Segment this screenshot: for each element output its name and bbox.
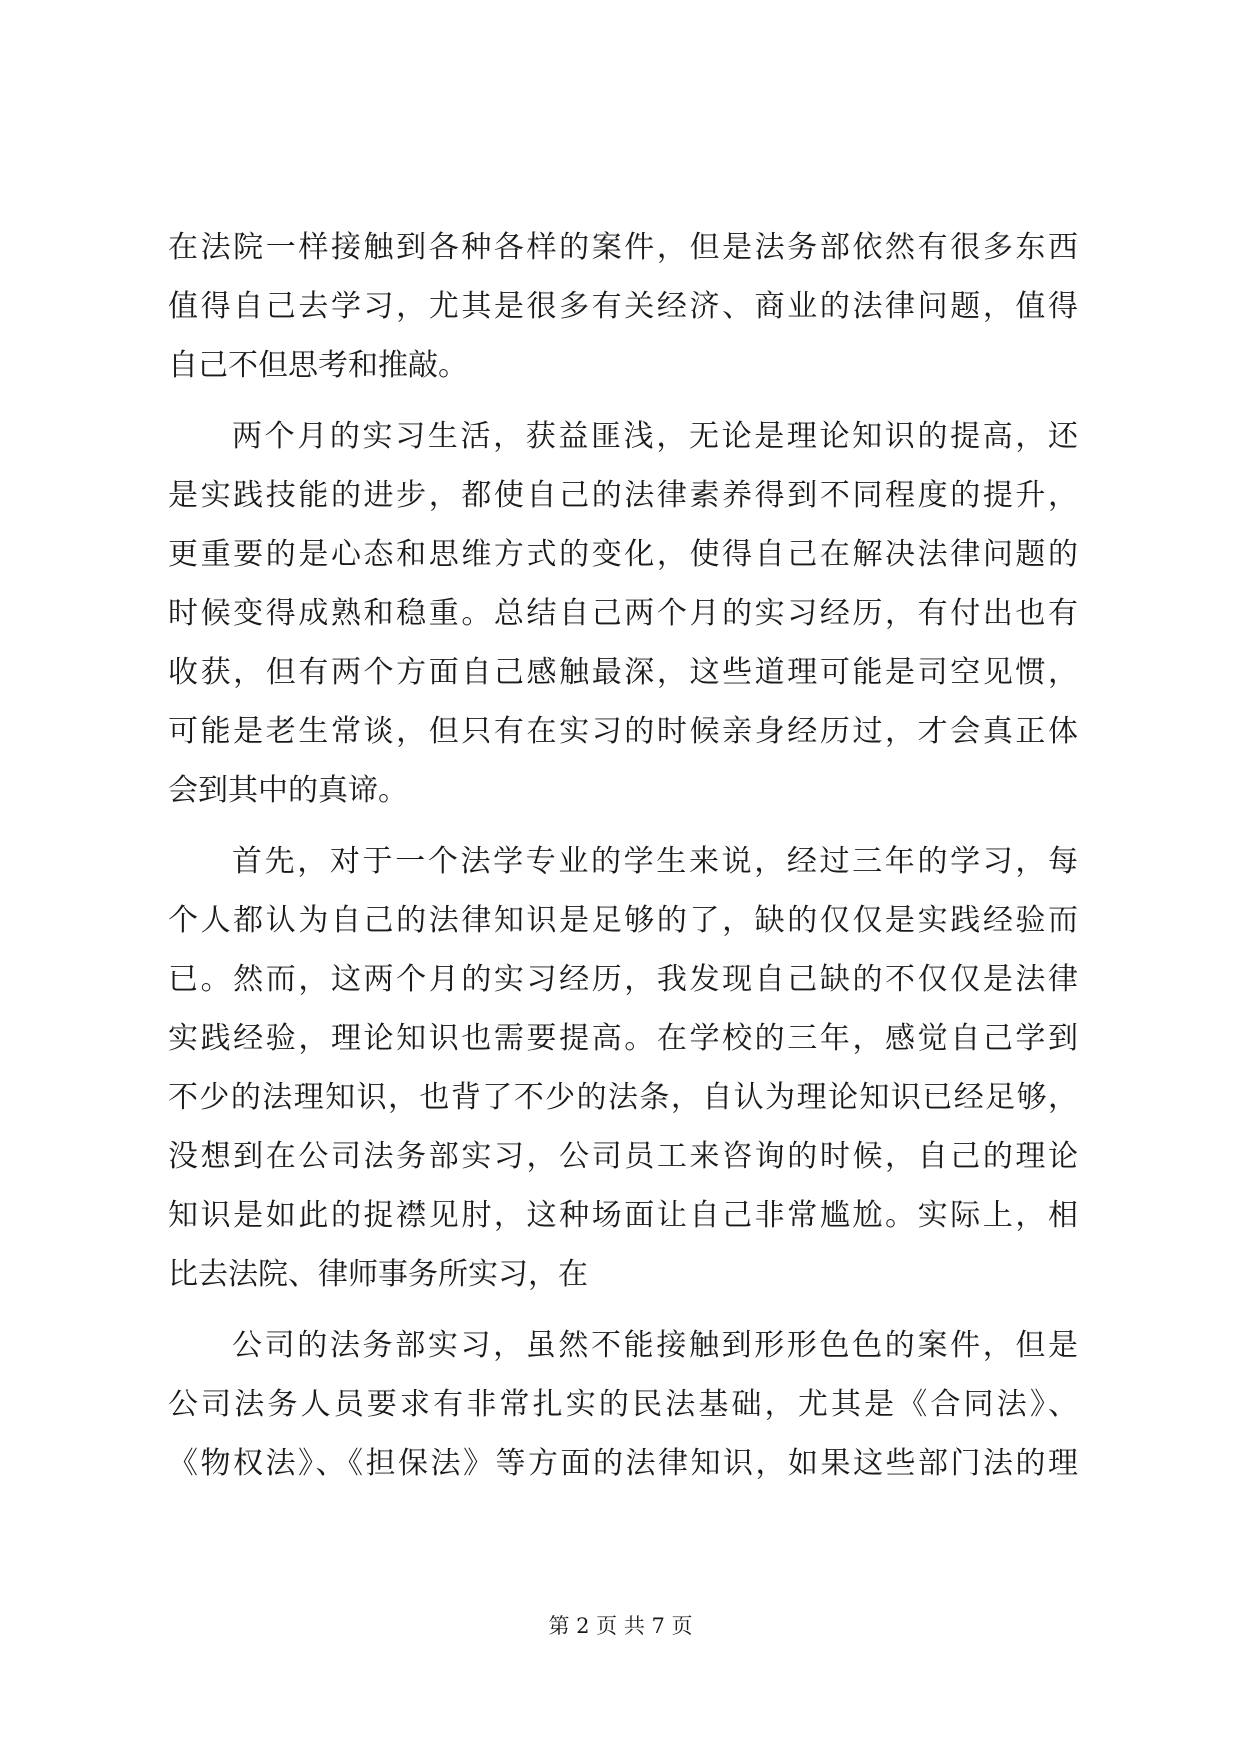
text-line-paragraph-start: 两个月的实习生活，获益匪浅，无论是理论知识的提高，还: [232, 419, 1078, 454]
text-line-paragraph-start: 公司的法务部实习，虽然不能接触到形形色色的案件，但是: [232, 1328, 1078, 1363]
text-line: 收获，但有两个方面自己感触最深，这些道理可能是司空见惯，: [168, 655, 1078, 690]
text-line: 已。然而，这两个月的实习经历，我发现自己缺的不仅仅是法律: [168, 962, 1078, 997]
text-line: 是实践技能的进步，都使自己的法律素养得到不同程度的提升，: [168, 478, 1078, 513]
text-line: 在法院一样接触到各种各样的案件，但是法务部依然有很多东西: [168, 230, 1078, 265]
text-line: 会到其中的真谛。: [168, 773, 408, 808]
text-line: 比去法院、律师事务所实习，在: [168, 1257, 588, 1292]
text-line: 不少的法理知识，也背了不少的法条，自认为理论知识已经足够，: [168, 1080, 1078, 1115]
text-line: 值得自己去学习，尤其是很多有关经济、商业的法律问题，值得: [168, 289, 1078, 324]
text-line-paragraph-start: 首先，对于一个法学专业的学生来说，经过三年的学习，每: [232, 844, 1078, 879]
text-line: 个人都认为自己的法律知识是足够的了，缺的仅仅是实践经验而: [168, 903, 1078, 938]
text-line: 《物权法》、《担保法》等方面的法律知识，如果这些部门法的理: [168, 1446, 1078, 1481]
text-line: 实践经验，理论知识也需要提高。在学校的三年，感觉自己学到: [168, 1021, 1078, 1056]
text-line: 公司法务人员要求有非常扎实的民法基础，尤其是《合同法》、: [168, 1387, 1078, 1422]
text-line: 没想到在公司法务部实习，公司员工来咨询的时候，自己的理论: [168, 1139, 1078, 1174]
text-line: 更重要的是心态和思维方式的变化，使得自己在解决法律问题的: [168, 537, 1078, 572]
text-line: 自己不但思考和推敲。: [168, 348, 468, 383]
text-line: 时候变得成熟和稳重。总结自己两个月的实习经历，有付出也有: [168, 596, 1078, 631]
text-line: 可能是老生常谈，但只有在实习的时候亲身经历过，才会真正体: [168, 714, 1078, 749]
page-number-footer: 第 2 页 共 7 页: [548, 1614, 693, 1638]
text-line: 知识是如此的捉襟见肘，这种场面让自己非常尴尬。实际上，相: [168, 1198, 1078, 1233]
